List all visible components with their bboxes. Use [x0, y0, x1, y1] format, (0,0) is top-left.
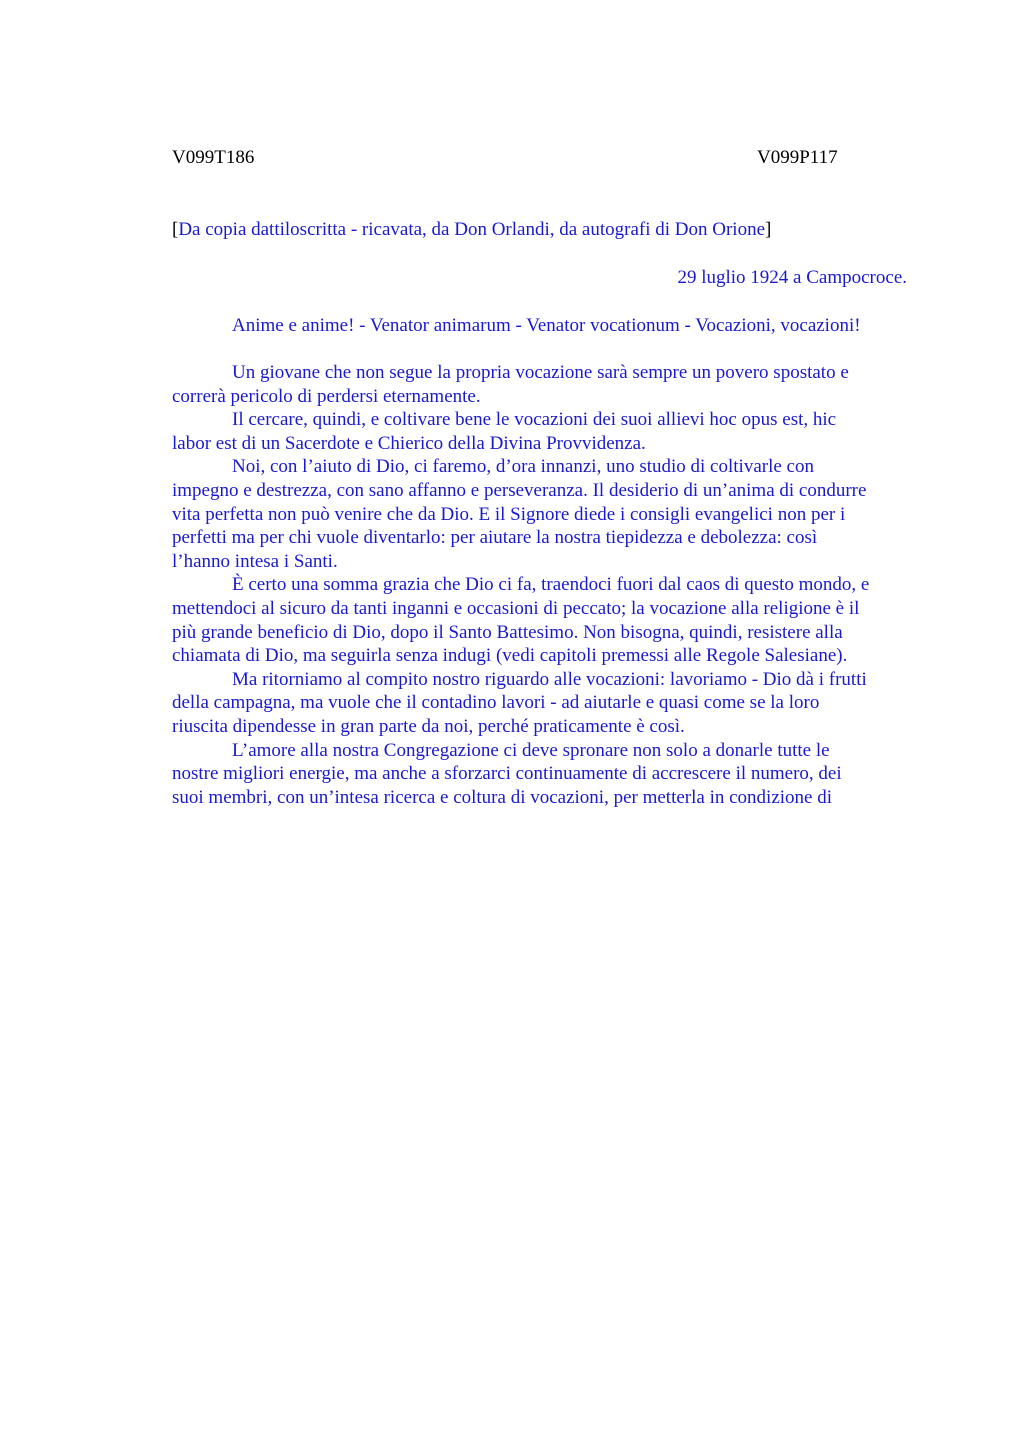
- paragraph-2: [172, 408, 932, 455]
- motto-line: Anime e anime! - Venator animarum - Venator vocationum - Vocazioni, vocazioni!: [232, 315, 861, 336]
- paragraph-line: chiamata di Dio, ma seguirla senza indugi (vedi capitoli premessi alle Regole Salesiane).: [172, 645, 848, 667]
- source-note-text: Da copia dattiloscritta - ricavata, da Don Orlandi, da autografi di Don Orione: [178, 219, 766, 240]
- letter-body: [172, 361, 932, 809]
- paragraph-line: Il cercare, quindi, e coltivare bene le vocazioni dei suoi allievi hoc opus est, hic: [232, 409, 837, 431]
- paragraph-line: labor est di un Sacerdote e Chierico della Divina Provvidenza.: [172, 432, 646, 454]
- paragraph-line: correrà pericolo di perdersi eternamente.: [172, 385, 481, 407]
- source-note: [172, 218, 771, 242]
- header-left-code: V099T186: [172, 147, 255, 168]
- paragraph-line: impegno e destrezza, con sano affanno e perseveranza. Il desiderio di un’anima di condurre: [172, 479, 867, 501]
- paragraph-6: [172, 739, 932, 810]
- date-place-line: 29 luglio 1924 a Campocroce.: [677, 267, 907, 288]
- paragraph-1: [172, 361, 932, 408]
- paragraph-line: Ma ritorniamo al compito nostro riguardo alle vocazioni: lavoriamo - Dio dà i frutti: [232, 668, 867, 690]
- paragraph-line: più grande beneficio di Dio, dopo il Santo Battesimo. Non bisogna, quindi, resistere alla: [172, 621, 843, 643]
- paragraph-3: [172, 455, 932, 573]
- paragraph-line: mettendoci al sicuro da tanti inganni e occasioni di peccato; la vocazione alla religione è il: [172, 597, 860, 619]
- paragraph-line: nostre migliori energie, ma anche a sforzarci continuamente di accrescere il numero, dei: [172, 763, 842, 785]
- source-open-bracket: [: [172, 219, 179, 240]
- paragraph-line: vita perfetta non può venire che da Dio. E il Signore diede i consigli evangelici non per i: [172, 503, 846, 525]
- paragraph-line: È certo una somma grazia che Dio ci fa, traendoci fuori dal caos di questo mondo, e: [232, 574, 870, 596]
- paragraph-line: l’hanno intesa i Santi.: [172, 550, 338, 572]
- paragraph-line: suoi membri, con un’intesa ricerca e coltura di vocazioni, per metterla in condizione di: [172, 786, 832, 808]
- paragraph-line: Un giovane che non segue la propria vocazione sarà sempre un povero spostato e: [232, 362, 849, 383]
- paragraph-4: [172, 573, 932, 667]
- paragraph-line: Noi, con l’aiuto di Dio, ci faremo, d’ora innanzi, uno studio di coltivarle con: [232, 456, 814, 478]
- header-right-code: V099P117: [757, 147, 838, 168]
- paragraph-5: [172, 668, 932, 739]
- paragraph-line: L’amore alla nostra Congregazione ci deve spronare non solo a donarle tutte le: [232, 739, 830, 761]
- paragraph-line: riuscita dipendesse in gran parte da noi, perché praticamente è così.: [172, 715, 685, 737]
- paragraph-line: perfetti ma per chi vuole diventarlo: per aiutare la nostra tiepidezza e debolezza: così: [172, 527, 818, 549]
- paragraph-line: della campagna, ma vuole che il contadino lavori - ad aiutarle e quasi come se la loro: [172, 692, 820, 714]
- source-close-bracket: ]: [765, 219, 772, 240]
